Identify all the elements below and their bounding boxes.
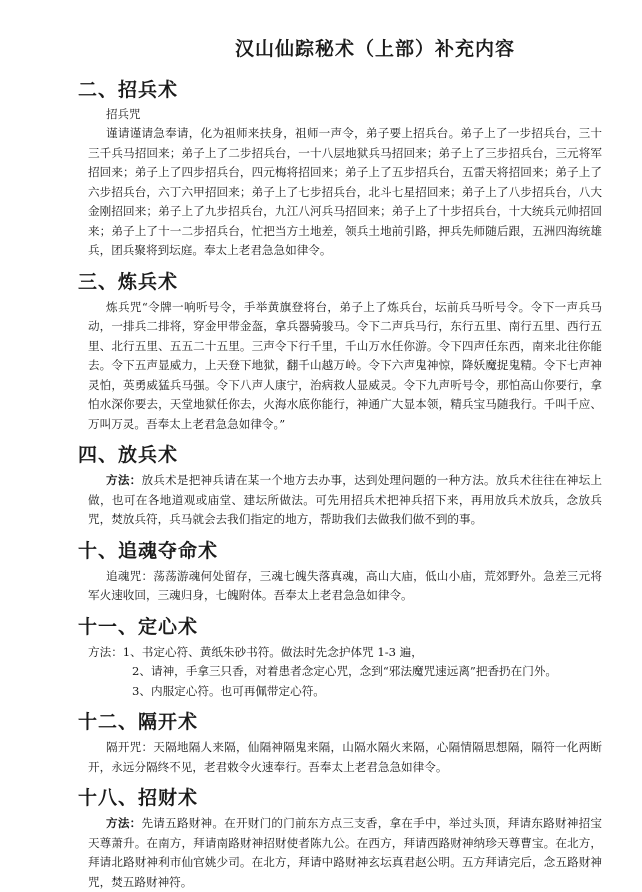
section-heading-train-troops: 三、炼兵术	[78, 270, 179, 293]
section-paragraph: 谨请谨请急奉请，化为祖师来扶身，祖师一声令，弟子要上招兵台。弟子上了一步招兵台，三十三千兵马招回来；弟子上了二步招兵台，一十八层地狱兵马招回来；弟子上了三步招兵台，三元将军招回来；弟子上了四步招兵台，四元梅将招回来；弟子上了五步招兵台，五雷天将招回来；弟子上了六步招兵台，六丁六甲招回来；弟子上了七步招兵台，北斗七星招回来；弟子上了八步招兵台，八大金刚招回来；弟子上了九步招兵台，九江八河兵马招回来；弟子上了十步招兵台，十大统兵元帅招回来；弟子上了十一二步招兵台，忙把当方土地差，领兵土地前引路，押兵先师随后跟，五洲四海统雄兵，团兵聚将到坛庭。奉太上老君急急如律令。	[88, 126, 602, 257]
section-paragraph	[88, 471, 602, 530]
method-step: 3、内服定心符。也可再佩带定心符。	[132, 683, 325, 698]
document-title: 汉山仙踪秘术（上部）补充内容	[234, 38, 515, 60]
method-label: 方法：	[106, 816, 142, 830]
section-heading-calm-heart: 十一、定心术	[78, 615, 199, 638]
section-heading-recruit-troops: 二、招兵术	[78, 79, 179, 101]
section-heading-wealth: 十八、招财术	[78, 787, 199, 809]
method-label: 方法：	[106, 473, 142, 487]
method-text: 先请五路财神。在开财门的门前东方点三支香，拿在手中，举过头顶，拜请东路财神招宝天尊萧升。在南方，拜请南路财神招财使者陈九公。在西方，拜请西路财神纳珍天尊曹宝。在北方，拜请北路财神利市仙官姚少司。在北方，拜请中路财神玄坛真君赵公明。五方拜请完后，念五路财神咒，焚五路财神符。	[88, 816, 602, 889]
section-paragraph: 炼兵咒“令牌一响听号令，手举黄旗登将台，弟子上了炼兵台，坛前兵马听号令。令下一声兵马动，一排兵二排将，穿金甲带金盔，拿兵器骑骏马。令下二声兵马行，东行五里、南行五里、西行五里、北行五里、五五二十五里。三声令下行千里，千山万水任你游。令下四声任东西，南来北往你能去。令下五声显威力，上天登下地狱，翻千山越万岭。令下六声鬼神惊，降妖魔捉鬼精。令下七声神灵怕，英勇威猛兵马强。令下八声人康宁，治病救人显威灵。令下九声听号令，那怕高山你要行，拿怕水深你要去，天堂地狱任你去，火海水底你能行，神通广大显本领，精兵宝马随我行。千叫千应、万叫万灵。吾奉太上老君急急如律令。”	[88, 299, 602, 431]
section-paragraph	[88, 814, 602, 892]
method-intro: 方法：1、书定心符、黄纸朱砂书符。做法时先念护体咒 1-3 遍，	[88, 644, 423, 659]
section-heading-dispatch-troops: 四、放兵术	[78, 444, 179, 466]
section-paragraph: 隔开咒：天隔地隔人来隔，仙隔神隔鬼来隔，山隔水隔火来隔，心隔情隔思想隔，隔符一化两断开，永远分隔终不见，老君敕令火速奉行。吾奉太上老君急急如律令。	[88, 740, 602, 774]
method-step: 2、请神，手拿三只香，对着患者念定心咒，念到“邪法魔咒速远离”把香扔在门外。	[132, 664, 558, 678]
section-heading-soul-recall: 十、追魂夺命术	[78, 539, 219, 562]
section-heading-separation: 十二、隔开术	[78, 711, 199, 733]
section-subtitle: 招兵咒	[106, 107, 141, 121]
section-paragraph: 追魂咒：荡荡游魂何处留存，三魂七魄失落真魂，高山大庙，低山小庙，荒郊野外。急差三元将军火速收回，三魂归身，七魄附体。吾奉太上老君急急如律令。	[88, 568, 602, 602]
method-text: 放兵术是把神兵请在某一个地方去办事，达到处理问题的一种方法。放兵术往往在神坛上做，也可在各地道观或庙堂、建坛所做法。可先用招兵术把神兵招下来，再用放兵术放兵，念放兵咒，焚放兵符，兵马就会去我们指定的地方，帮助我们去做我们做不到的事。	[88, 473, 602, 526]
